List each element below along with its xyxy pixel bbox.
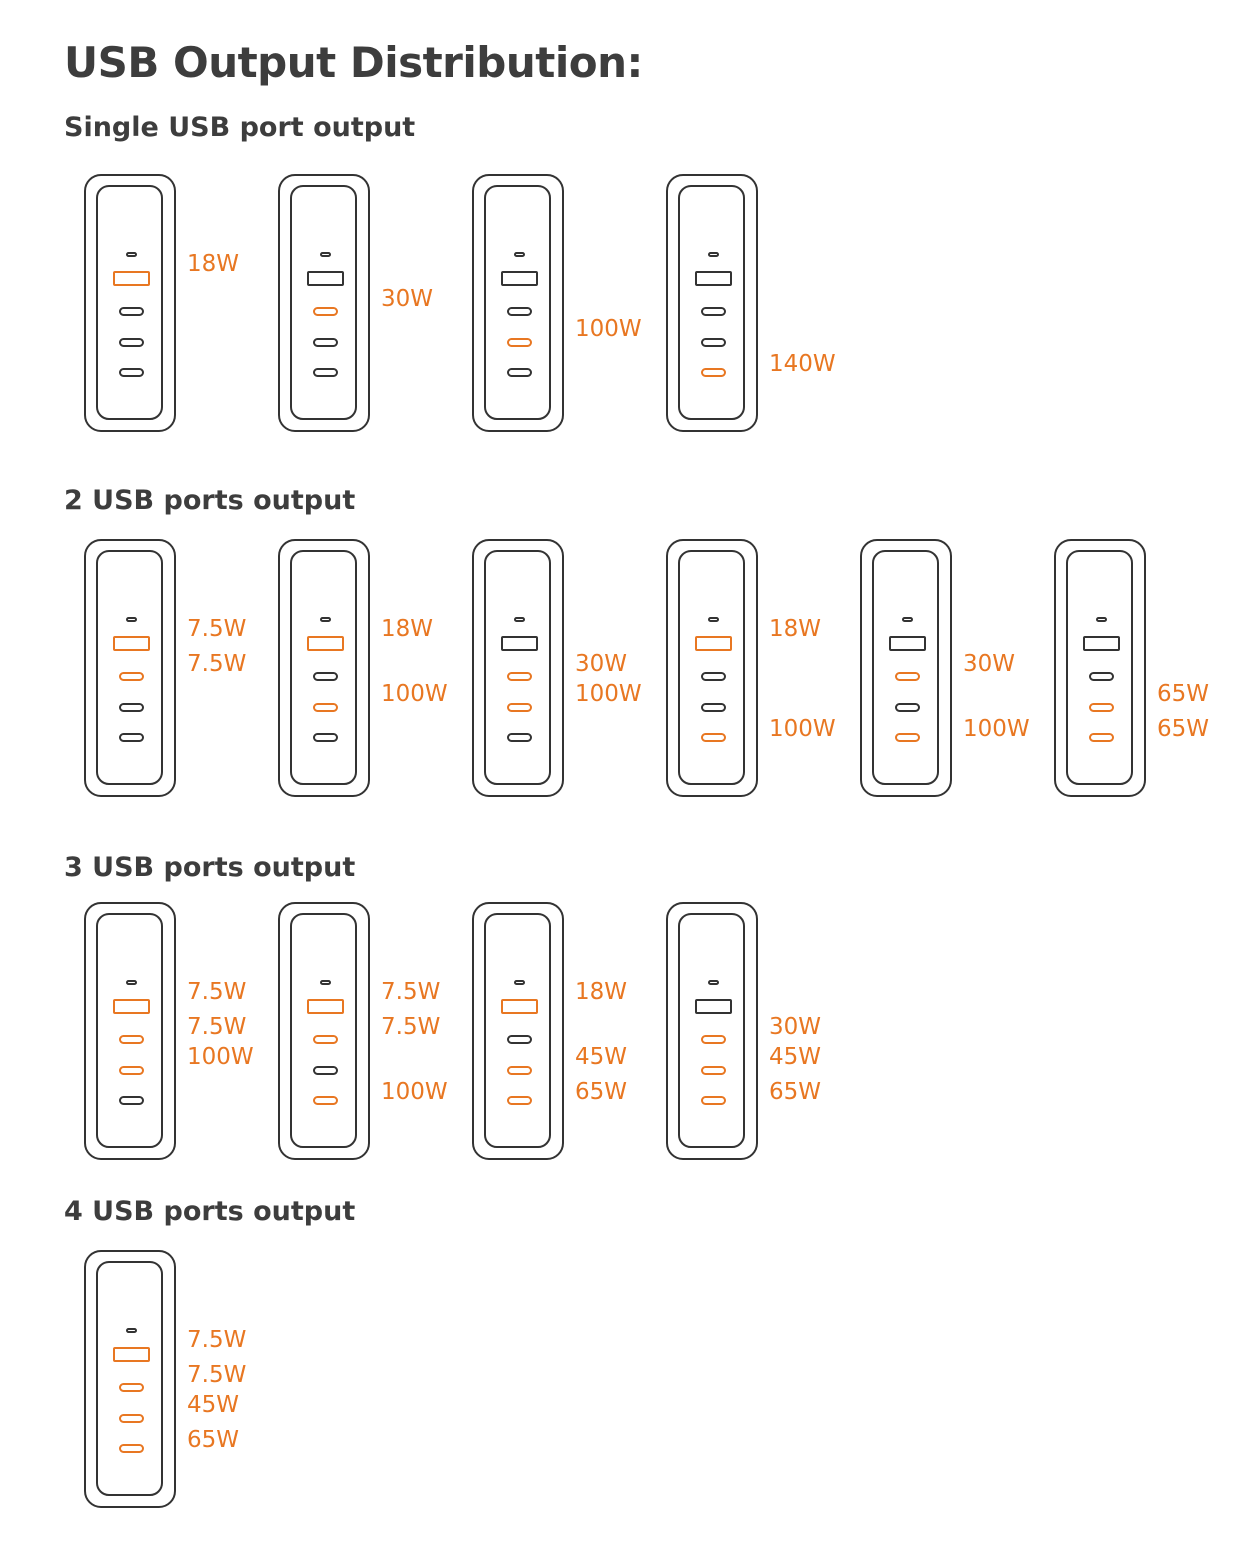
indicator-light — [126, 980, 137, 985]
usb-c2-port — [313, 338, 338, 347]
charger-diagram — [278, 539, 370, 797]
wattage-label: 45W — [187, 1392, 240, 1418]
usb-c3-port — [119, 1096, 144, 1105]
wattage-label: 65W — [575, 1079, 628, 1105]
charger-diagram — [666, 539, 758, 797]
charger-diagram — [666, 902, 758, 1160]
indicator-light — [514, 980, 525, 985]
wattage-label: 18W — [187, 251, 240, 277]
wattage-label: 18W — [769, 616, 822, 642]
usb-c2-port — [119, 338, 144, 347]
usb-c2-port — [701, 1066, 726, 1075]
usb-a-port — [307, 636, 344, 651]
usb-c1-port — [507, 307, 532, 316]
indicator-light — [320, 617, 331, 622]
charger-diagram — [1054, 539, 1146, 797]
wattage-label: 30W — [575, 651, 628, 677]
usb-c2-port — [313, 703, 338, 712]
wattage-label: 7.5W — [187, 1362, 247, 1388]
usb-a-port — [113, 1347, 150, 1362]
usb-a-port — [889, 636, 926, 651]
wattage-label: 100W — [381, 1079, 448, 1105]
wattage-label: 140W — [769, 351, 836, 377]
indicator-light — [320, 252, 331, 257]
indicator-light — [126, 252, 137, 257]
usb-c1-port — [507, 672, 532, 681]
usb-a-port — [695, 636, 732, 651]
usb-c1-port — [313, 1035, 338, 1044]
usb-a-port — [307, 271, 344, 286]
usb-c3-port — [701, 733, 726, 742]
usb-c1-port — [701, 307, 726, 316]
usb-c3-port — [507, 368, 532, 377]
section-title: 4 USB ports output — [64, 1196, 356, 1227]
charger-face — [96, 913, 163, 1148]
usb-c3-port — [313, 1096, 338, 1105]
usb-a-port — [1083, 636, 1120, 651]
wattage-label: 18W — [575, 979, 628, 1005]
charger-diagram — [472, 174, 564, 432]
usb-c1-port — [119, 1035, 144, 1044]
usb-c1-port — [701, 1035, 726, 1044]
charger-face — [678, 550, 745, 785]
usb-a-port — [501, 636, 538, 651]
usb-a-port — [501, 271, 538, 286]
usb-a-port — [113, 636, 150, 651]
charger-face — [290, 913, 357, 1148]
charger-diagram — [278, 174, 370, 432]
usb-c3-port — [701, 1096, 726, 1105]
wattage-label: 65W — [1157, 716, 1210, 742]
wattage-label: 100W — [963, 716, 1030, 742]
indicator-light — [126, 617, 137, 622]
section-title: Single USB port output — [64, 112, 416, 143]
usb-c3-port — [313, 368, 338, 377]
usb-c2-port — [507, 338, 532, 347]
wattage-label: 7.5W — [187, 616, 247, 642]
usb-c3-port — [313, 733, 338, 742]
charger-diagram — [666, 174, 758, 432]
charger-face — [678, 185, 745, 420]
wattage-label: 100W — [575, 681, 642, 707]
indicator-light — [126, 1328, 137, 1333]
indicator-light — [514, 252, 525, 257]
charger-face — [96, 185, 163, 420]
wattage-label: 7.5W — [381, 1014, 441, 1040]
usb-c1-port — [119, 307, 144, 316]
usb-c3-port — [507, 1096, 532, 1105]
usb-a-port — [113, 999, 150, 1014]
usb-c1-port — [119, 672, 144, 681]
charger-face — [484, 550, 551, 785]
usb-c2-port — [119, 1066, 144, 1075]
wattage-label: 18W — [381, 616, 434, 642]
usb-c2-port — [701, 703, 726, 712]
charger-diagram — [84, 1250, 176, 1508]
charger-face — [1066, 550, 1133, 785]
wattage-label: 100W — [769, 716, 836, 742]
usb-a-port — [307, 999, 344, 1014]
usb-a-port — [501, 999, 538, 1014]
charger-face — [96, 1261, 163, 1496]
wattage-label: 30W — [769, 1014, 822, 1040]
usb-a-port — [695, 999, 732, 1014]
usb-c3-port — [507, 733, 532, 742]
wattage-label: 7.5W — [187, 1014, 247, 1040]
section-title: 2 USB ports output — [64, 485, 356, 516]
usb-c1-port — [313, 672, 338, 681]
charger-diagram — [84, 174, 176, 432]
wattage-label: 7.5W — [187, 1327, 247, 1353]
usb-c2-port — [701, 338, 726, 347]
charger-face — [96, 550, 163, 785]
usb-a-port — [113, 271, 150, 286]
wattage-label: 45W — [769, 1044, 822, 1070]
wattage-label: 100W — [381, 681, 448, 707]
usb-c3-port — [119, 1444, 144, 1453]
usb-c3-port — [119, 733, 144, 742]
charger-face — [872, 550, 939, 785]
wattage-label: 65W — [769, 1079, 822, 1105]
wattage-label: 65W — [187, 1427, 240, 1453]
usb-c2-port — [1089, 703, 1114, 712]
wattage-label: 7.5W — [381, 979, 441, 1005]
charger-face — [290, 185, 357, 420]
charger-face — [678, 913, 745, 1148]
wattage-label: 100W — [575, 316, 642, 342]
usb-c3-port — [701, 368, 726, 377]
charger-diagram — [860, 539, 952, 797]
wattage-label: 65W — [1157, 681, 1210, 707]
usb-c1-port — [313, 307, 338, 316]
wattage-label: 7.5W — [187, 651, 247, 677]
page-title: USB Output Distribution: — [64, 38, 643, 87]
usb-c1-port — [701, 672, 726, 681]
charger-diagram — [278, 902, 370, 1160]
usb-c1-port — [895, 672, 920, 681]
wattage-label: 30W — [963, 651, 1016, 677]
usb-c3-port — [1089, 733, 1114, 742]
indicator-light — [1096, 617, 1107, 622]
wattage-label: 45W — [575, 1044, 628, 1070]
charger-face — [290, 550, 357, 785]
charger-diagram — [84, 539, 176, 797]
usb-c3-port — [895, 733, 920, 742]
usb-c2-port — [507, 1066, 532, 1075]
charger-diagram — [472, 539, 564, 797]
wattage-label: 7.5W — [187, 979, 247, 1005]
wattage-label: 100W — [187, 1044, 254, 1070]
charger-face — [484, 185, 551, 420]
charger-diagram — [472, 902, 564, 1160]
usb-c3-port — [119, 368, 144, 377]
usb-c2-port — [895, 703, 920, 712]
usb-c2-port — [313, 1066, 338, 1075]
section-title: 3 USB ports output — [64, 852, 356, 883]
wattage-label: 30W — [381, 286, 434, 312]
usb-a-port — [695, 271, 732, 286]
usb-c2-port — [119, 1414, 144, 1423]
usb-c1-port — [1089, 672, 1114, 681]
usb-c1-port — [507, 1035, 532, 1044]
indicator-light — [902, 617, 913, 622]
indicator-light — [708, 252, 719, 257]
charger-diagram — [84, 902, 176, 1160]
indicator-light — [708, 617, 719, 622]
usb-c1-port — [119, 1383, 144, 1392]
usb-c2-port — [119, 703, 144, 712]
indicator-light — [708, 980, 719, 985]
indicator-light — [320, 980, 331, 985]
indicator-light — [514, 617, 525, 622]
charger-face — [484, 913, 551, 1148]
usb-c2-port — [507, 703, 532, 712]
